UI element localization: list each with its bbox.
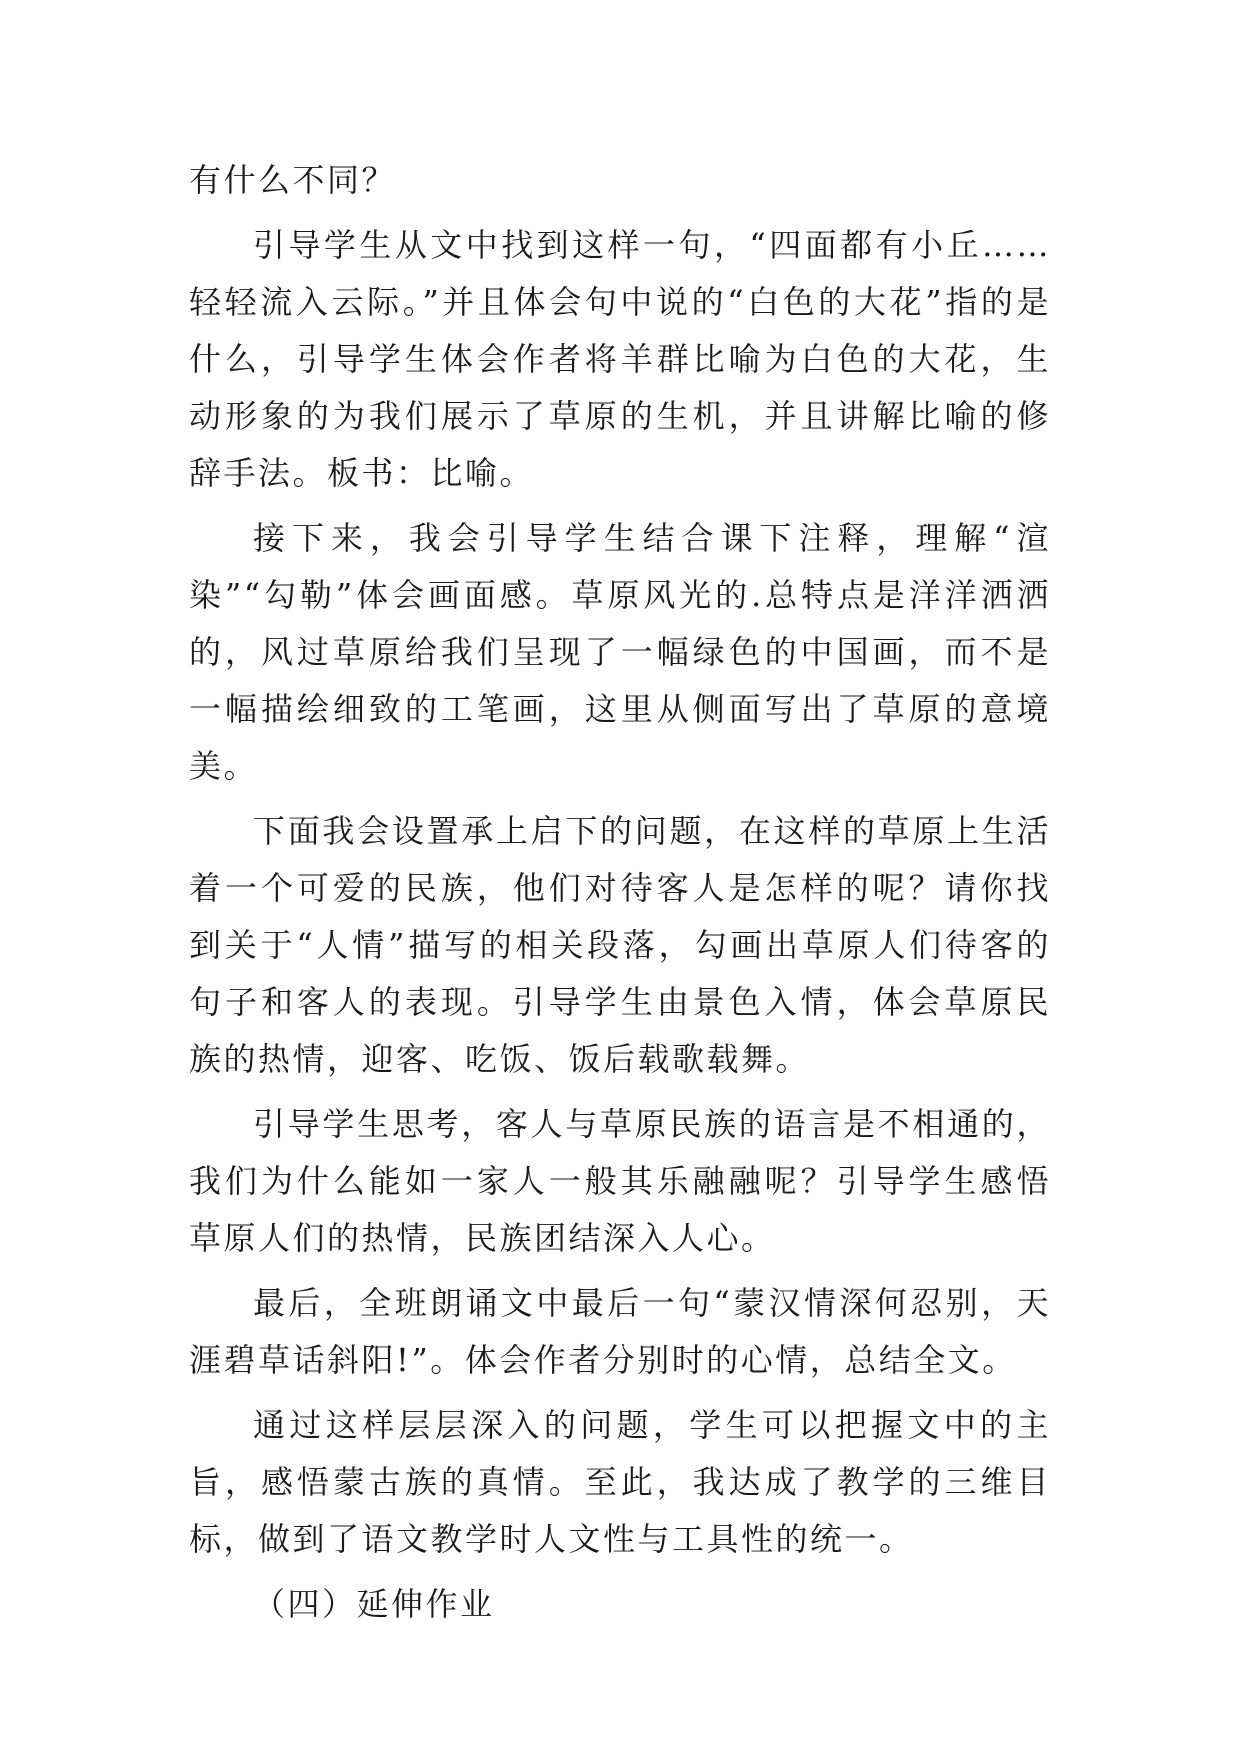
paragraph-continuation: 有什么不同？ (189, 161, 397, 199)
paragraph-summary: 通过这样层层深入的问题，学生可以把握文中的主旨，感悟蒙古族的真情。至此，我达成了教学的三维目标，做到了语文教学时人文性与工具性的统一。 (189, 1406, 1051, 1558)
paragraph-metaphor: 引导学生从文中找到这样一句，“四面都有小丘……轻轻流入云际。”并且体会句中说的“白色的大花”指的是什么，引导学生体会作者将羊群比喻为白色的大花，生动形象的为我们展示了草原的生机，并且讲解比喻的修辞手法。板书：比喻。 (189, 226, 1051, 492)
paragraph-hospitality: 下面我会设置承上启下的问题，在这样的草原上生活着一个可爱的民族，他们对待客人是怎样的呢？请你找到关于“人情”描写的相关段落，勾画出草原人们待客的句子和客人的表现。引导学生由景色入情，体会草原民族的热情，迎客、吃饭、饭后载歌载舞。 (189, 812, 1051, 1078)
section-heading-homework: （四）延伸作业 (253, 1585, 495, 1623)
paragraph-painting: 接下来，我会引导学生结合课下注释，理解“渲染”“勾勒”体会画面感。草原风光的.总特点是洋洋洒洒的，风过草原给我们呈现了一幅绿色的中国画，而不是一幅描绘细致的工笔画，这里从侧面写出了草原的意境美。 (189, 519, 1051, 785)
paragraph-recitation: 最后，全班朗诵文中最后一句“蒙汉情深何忍别，天涯碧草话斜阳!”。体会作者分别时的心情，总结全文。 (189, 1284, 1051, 1379)
document-page (189, 152, 1051, 1641)
paragraph-unity: 引导学生思考，客人与草原民族的语言是不相通的，我们为什么能如一家人一般其乐融融呢？引导学生感悟草原人们的热情，民族团结深入人心。 (189, 1105, 1051, 1257)
